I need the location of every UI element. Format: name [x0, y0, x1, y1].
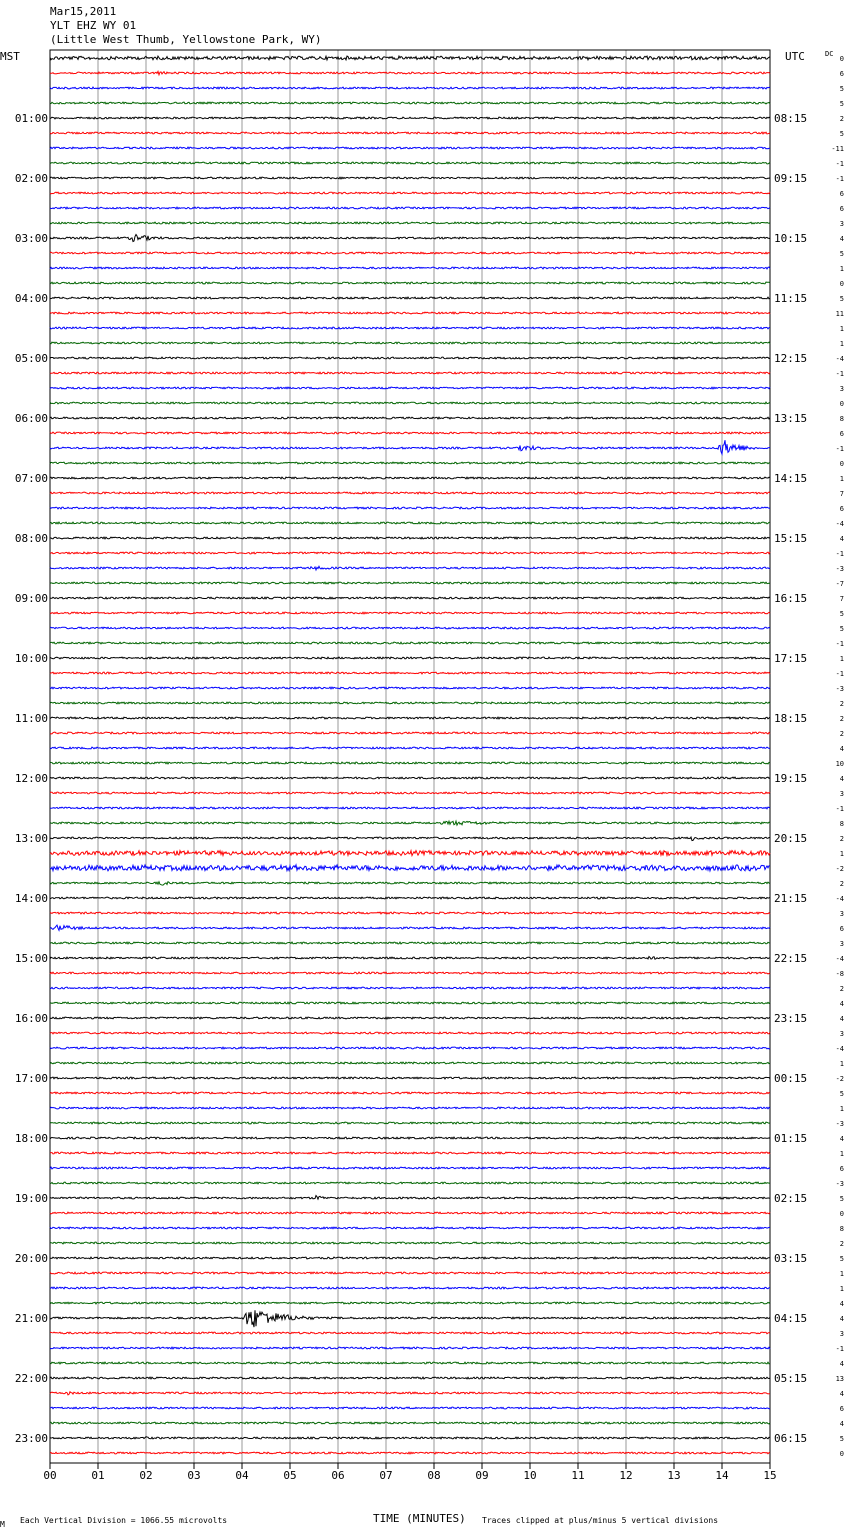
dc-offset-value: 6: [839, 430, 844, 438]
dc-offset-value: 3: [839, 1330, 844, 1338]
trace-row-37: [50, 612, 770, 614]
right-hour-label: 03:15: [774, 1252, 808, 1265]
dc-offset-value: 2: [839, 835, 844, 843]
dc-offset-value: 7: [839, 490, 844, 498]
left-hour-label: 09:00: [14, 592, 48, 605]
right-hour-label: 19:15: [774, 772, 808, 785]
x-tick-label: 01: [91, 1469, 105, 1482]
trace-row-87: [50, 1362, 770, 1364]
left-hour-label: 07:00: [14, 472, 48, 485]
trace-row-24: [50, 417, 770, 419]
trace-row-64: [50, 1017, 770, 1019]
trace-row-75: [50, 1182, 770, 1184]
dc-offset-value: 1: [839, 475, 844, 483]
trace-row-86: [50, 1347, 770, 1349]
trace-row-79: [50, 1242, 770, 1244]
dc-offset-value: -1: [835, 640, 844, 648]
dc-offset-value: -1: [835, 370, 844, 378]
dc-offset-value: -3: [835, 565, 844, 573]
x-tick-label: 08: [427, 1469, 441, 1482]
trace-row-18: [50, 327, 770, 329]
trace-row-71: [50, 1122, 770, 1124]
dc-offset-value: 6: [839, 925, 844, 933]
dc-offset-value: 1: [839, 1060, 844, 1068]
dc-offset-value: -2: [835, 865, 844, 873]
trace-row-11: [50, 222, 770, 224]
trace-row-21: [50, 372, 770, 374]
x-tick-label: 02: [139, 1469, 153, 1482]
dc-offset-value: 4: [839, 1000, 844, 1008]
dc-offset-value: 7: [839, 595, 844, 603]
trace-row-39: [50, 642, 770, 644]
right-hour-label: 16:15: [774, 592, 808, 605]
dc-offset-value: 0: [839, 280, 844, 288]
trace-row-28: [50, 477, 770, 479]
right-hour-label: 18:15: [774, 712, 808, 725]
trace-row-85: [50, 1332, 770, 1334]
right-hour-label: 12:15: [774, 352, 808, 365]
dc-offset-value: 4: [839, 235, 844, 243]
left-hour-label: 04:00: [14, 292, 48, 305]
trace-row-45: [50, 732, 770, 734]
trace-row-32: [50, 537, 770, 539]
dc-offset-value: 1: [839, 655, 844, 663]
dc-offset-value: -11: [831, 145, 844, 153]
trace-row-73: [50, 1152, 770, 1154]
trace-row-47: [50, 762, 770, 764]
dc-offset-value: 4: [839, 1315, 844, 1323]
x-tick-label: 10: [523, 1469, 537, 1482]
trace-row-66: [50, 1047, 770, 1049]
trace-row-7: [50, 162, 770, 164]
trace-row-8: [50, 177, 770, 179]
trace-row-42: [50, 687, 770, 689]
dc-offset-value: 4: [839, 745, 844, 753]
right-hour-label: 13:15: [774, 412, 808, 425]
trace-row-55: [50, 882, 770, 885]
dc-offset-value: 3: [839, 220, 844, 228]
trace-row-31: [50, 522, 770, 524]
dc-offset-value: 2: [839, 715, 844, 723]
dc-offset-value: 6: [839, 1165, 844, 1173]
trace-row-20: [50, 357, 770, 359]
dc-offset-value: 11: [835, 310, 844, 318]
dc-offset-value: 1: [839, 325, 844, 333]
dc-offset-value: 8: [839, 415, 844, 423]
dc-offset-value: 5: [839, 1435, 844, 1443]
dc-offset-value: 1: [839, 265, 844, 273]
right-timezone-label: UTC: [785, 50, 805, 63]
dc-offset-value: 5: [839, 85, 844, 93]
dc-offset-value: -4: [835, 955, 844, 963]
dc-offset-value: 1: [839, 1270, 844, 1278]
dc-offset-value: 0: [839, 55, 844, 63]
trace-row-44: [50, 717, 770, 719]
trace-row-49: [50, 792, 770, 794]
dc-offset-value: 8: [839, 820, 844, 828]
dc-offset-value: 0: [839, 1210, 844, 1218]
right-hour-label: 20:15: [774, 832, 808, 845]
left-hour-label: 10:00: [14, 652, 48, 665]
dc-offset-value: 1: [839, 1285, 844, 1293]
trace-row-90: [50, 1407, 770, 1409]
trace-row-91: [50, 1422, 770, 1424]
dc-offset-value: 5: [839, 100, 844, 108]
dc-offset-value: 4: [839, 1360, 844, 1368]
trace-row-9: [50, 192, 770, 194]
left-hour-label: 17:00: [14, 1072, 48, 1085]
trace-row-35: [50, 582, 770, 584]
left-hour-label: 08:00: [14, 532, 48, 545]
trace-row-83: [50, 1302, 770, 1304]
dc-offset-value: 6: [839, 1405, 844, 1413]
left-hour-label: 13:00: [14, 832, 48, 845]
trace-row-16: [50, 297, 770, 299]
trace-row-13: [50, 252, 770, 254]
dc-offset-value: 1: [839, 340, 844, 348]
dc-offset-value: -4: [835, 1045, 844, 1053]
trace-row-25: [50, 432, 770, 434]
dc-offset-value: -4: [835, 895, 844, 903]
corner-mark: M: [0, 1520, 5, 1529]
x-tick-label: 04: [235, 1469, 249, 1482]
trace-row-1: [50, 71, 770, 74]
trace-row-6: [50, 147, 770, 149]
dc-offset-value: 6: [839, 505, 844, 513]
dc-offset-value: -7: [835, 580, 844, 588]
trace-row-0: [50, 56, 770, 60]
left-hour-label: 12:00: [14, 772, 48, 785]
right-hour-label: 10:15: [774, 232, 808, 245]
trace-row-84: [50, 1310, 770, 1327]
dc-offset-value: 2: [839, 730, 844, 738]
right-hour-label: 21:15: [774, 892, 808, 905]
trace-row-40: [50, 657, 770, 659]
dc-offset-value: 5: [839, 1090, 844, 1098]
right-hour-label: 06:15: [774, 1432, 808, 1445]
left-hour-label: 14:00: [14, 892, 48, 905]
dc-offset-value: 13: [835, 1375, 844, 1383]
dc-offset-value: -3: [835, 1180, 844, 1188]
left-hour-label: 16:00: [14, 1012, 48, 1025]
trace-row-81: [50, 1272, 770, 1274]
dc-offset-value: 4: [839, 1135, 844, 1143]
dc-offset-value: -3: [835, 1120, 844, 1128]
left-hour-label: 02:00: [14, 172, 48, 185]
right-hour-label: 17:15: [774, 652, 808, 665]
right-hour-label: 00:15: [774, 1072, 808, 1085]
trace-row-70: [50, 1107, 770, 1109]
trace-row-60: [50, 957, 770, 960]
trace-row-52: [50, 837, 770, 841]
trace-row-77: [50, 1212, 770, 1214]
dc-offset-value: 3: [839, 1030, 844, 1038]
right-hour-label: 14:15: [774, 472, 808, 485]
dc-offset-value: -1: [835, 670, 844, 678]
dc-offset-value: 4: [839, 1390, 844, 1398]
trace-row-10: [50, 207, 770, 209]
location-label: (Little West Thumb, Yellowstone Park, WY): [50, 33, 322, 46]
right-hour-label: 04:15: [774, 1312, 808, 1325]
dc-offset-value: 6: [839, 190, 844, 198]
x-tick-label: 13: [667, 1469, 681, 1482]
trace-row-65: [50, 1032, 770, 1034]
dc-offset-value: 1: [839, 1105, 844, 1113]
dc-offset-value: 3: [839, 940, 844, 948]
left-hour-label: 11:00: [14, 712, 48, 725]
trace-row-46: [50, 747, 770, 749]
date-label: Mar15,2011: [50, 5, 117, 18]
dc-offset-value: -8: [835, 970, 844, 978]
x-tick-label: 07: [379, 1469, 393, 1482]
dc-offset-value: 5: [839, 625, 844, 633]
dc-offset-value: 4: [839, 775, 844, 783]
trace-row-38: [50, 627, 770, 629]
dc-label: DC: [825, 50, 834, 58]
dc-offset-value: 5: [839, 130, 844, 138]
trace-row-22: [50, 387, 770, 389]
dc-offset-value: 2: [839, 985, 844, 993]
trace-row-61: [50, 972, 770, 974]
left-hour-label: 22:00: [14, 1372, 48, 1385]
trace-row-2: [50, 87, 770, 89]
trace-row-88: [50, 1377, 770, 1379]
trace-row-43: [50, 702, 770, 704]
plot-border: [50, 50, 770, 1463]
dc-offset-value: 8: [839, 1225, 844, 1233]
dc-offset-value: 2: [839, 880, 844, 888]
trace-row-56: [50, 897, 770, 899]
trace-row-30: [50, 507, 770, 509]
left-hour-label: 20:00: [14, 1252, 48, 1265]
right-hour-label: 23:15: [774, 1012, 808, 1025]
dc-offset-value: 5: [839, 250, 844, 258]
dc-offset-value: -1: [835, 445, 844, 453]
x-tick-label: 14: [715, 1469, 729, 1482]
dc-offset-value: -1: [835, 1345, 844, 1353]
scale-note: Each Vertical Division = 1066.55 microvolts: [20, 1516, 228, 1525]
trace-row-12: [50, 235, 770, 242]
trace-row-17: [50, 312, 770, 314]
trace-row-93: [50, 1452, 770, 1454]
dc-offset-value: -2: [835, 1075, 844, 1083]
left-hour-label: 18:00: [14, 1132, 48, 1145]
left-hour-label: 01:00: [14, 112, 48, 125]
dc-offset-value: 4: [839, 535, 844, 543]
trace-row-69: [50, 1092, 770, 1094]
x-tick-label: 05: [283, 1469, 297, 1482]
trace-row-53: [50, 851, 770, 856]
dc-offset-value: -1: [835, 550, 844, 558]
dc-offset-value: 6: [839, 70, 844, 78]
dc-offset-value: 6: [839, 205, 844, 213]
right-hour-label: 05:15: [774, 1372, 808, 1385]
trace-row-3: [50, 102, 770, 104]
trace-row-58: [50, 925, 770, 930]
trace-row-4: [50, 117, 770, 119]
right-hour-label: 11:15: [774, 292, 808, 305]
right-hour-label: 09:15: [774, 172, 808, 185]
dc-offset-value: 5: [839, 1255, 844, 1263]
trace-row-50: [50, 807, 770, 809]
trace-row-68: [50, 1077, 770, 1079]
dc-offset-value: -4: [835, 355, 844, 363]
dc-offset-value: 2: [839, 115, 844, 123]
dc-offset-value: 4: [839, 1300, 844, 1308]
trace-row-72: [50, 1137, 770, 1139]
left-hour-label: 15:00: [14, 952, 48, 965]
x-tick-label: 12: [619, 1469, 633, 1482]
left-hour-label: 21:00: [14, 1312, 48, 1325]
left-hour-label: 05:00: [14, 352, 48, 365]
trace-row-36: [50, 597, 770, 599]
right-hour-label: 22:15: [774, 952, 808, 965]
dc-offset-value: 2: [839, 700, 844, 708]
x-tick-label: 00: [43, 1469, 57, 1482]
dc-offset-value: 4: [839, 1420, 844, 1428]
trace-row-51: [50, 821, 770, 825]
dc-offset-value: 10: [835, 760, 844, 768]
dc-offset-value: -3: [835, 685, 844, 693]
x-tick-label: 09: [475, 1469, 489, 1482]
left-hour-label: 23:00: [14, 1432, 48, 1445]
dc-offset-value: -1: [835, 160, 844, 168]
dc-offset-value: 3: [839, 385, 844, 393]
trace-row-57: [50, 912, 770, 914]
dc-offset-value: 0: [839, 400, 844, 408]
clip-note: Traces clipped at plus/minus 5 vertical divisions: [482, 1516, 719, 1525]
trace-row-23: [50, 402, 770, 404]
dc-offset-value: -1: [835, 805, 844, 813]
right-hour-label: 02:15: [774, 1192, 808, 1205]
trace-row-74: [50, 1167, 770, 1169]
trace-row-14: [50, 267, 770, 269]
dc-offset-value: 4: [839, 1015, 844, 1023]
x-tick-label: 03: [187, 1469, 201, 1482]
dc-offset-value: 0: [839, 1450, 844, 1458]
trace-row-54: [50, 865, 770, 871]
trace-row-26: [50, 440, 770, 454]
trace-row-29: [50, 492, 770, 494]
trace-row-27: [50, 462, 770, 464]
trace-row-82: [50, 1287, 770, 1289]
dc-offset-value: 0: [839, 460, 844, 468]
dc-offset-value: 1: [839, 850, 844, 858]
trace-row-15: [50, 282, 770, 284]
trace-row-80: [50, 1257, 770, 1259]
dc-offset-value: 1: [839, 1150, 844, 1158]
left-hour-label: 03:00: [14, 232, 48, 245]
trace-row-89: [50, 1392, 770, 1395]
trace-row-63: [50, 1002, 770, 1004]
x-tick-label: 11: [571, 1469, 585, 1482]
trace-row-48: [50, 777, 770, 779]
trace-row-34: [50, 566, 770, 570]
x-tick-label: 15: [763, 1469, 777, 1482]
left-hour-label: 06:00: [14, 412, 48, 425]
trace-row-76: [50, 1196, 770, 1200]
dc-offset-value: 3: [839, 910, 844, 918]
trace-row-33: [50, 552, 770, 554]
dc-offset-value: 2: [839, 1240, 844, 1248]
x-tick-label: 06: [331, 1469, 345, 1482]
trace-row-5: [50, 132, 770, 134]
trace-row-92: [50, 1437, 770, 1439]
trace-row-19: [50, 342, 770, 344]
dc-offset-value: 3: [839, 790, 844, 798]
dc-offset-value: 5: [839, 1195, 844, 1203]
station-label: YLT EHZ WY 01: [50, 19, 137, 32]
x-axis-title: TIME (MINUTES): [373, 1512, 466, 1525]
left-timezone-label: MST: [0, 50, 20, 63]
trace-row-78: [50, 1227, 770, 1229]
right-hour-label: 08:15: [774, 112, 808, 125]
right-hour-label: 01:15: [774, 1132, 808, 1145]
dc-offset-value: 5: [839, 295, 844, 303]
dc-offset-value: 5: [839, 610, 844, 618]
trace-row-62: [50, 987, 770, 989]
trace-row-59: [50, 942, 770, 944]
dc-offset-value: -4: [835, 520, 844, 528]
dc-offset-value: -1: [835, 175, 844, 183]
trace-row-67: [50, 1062, 770, 1064]
left-hour-label: 19:00: [14, 1192, 48, 1205]
trace-row-41: [50, 672, 770, 674]
right-hour-label: 15:15: [774, 532, 808, 545]
